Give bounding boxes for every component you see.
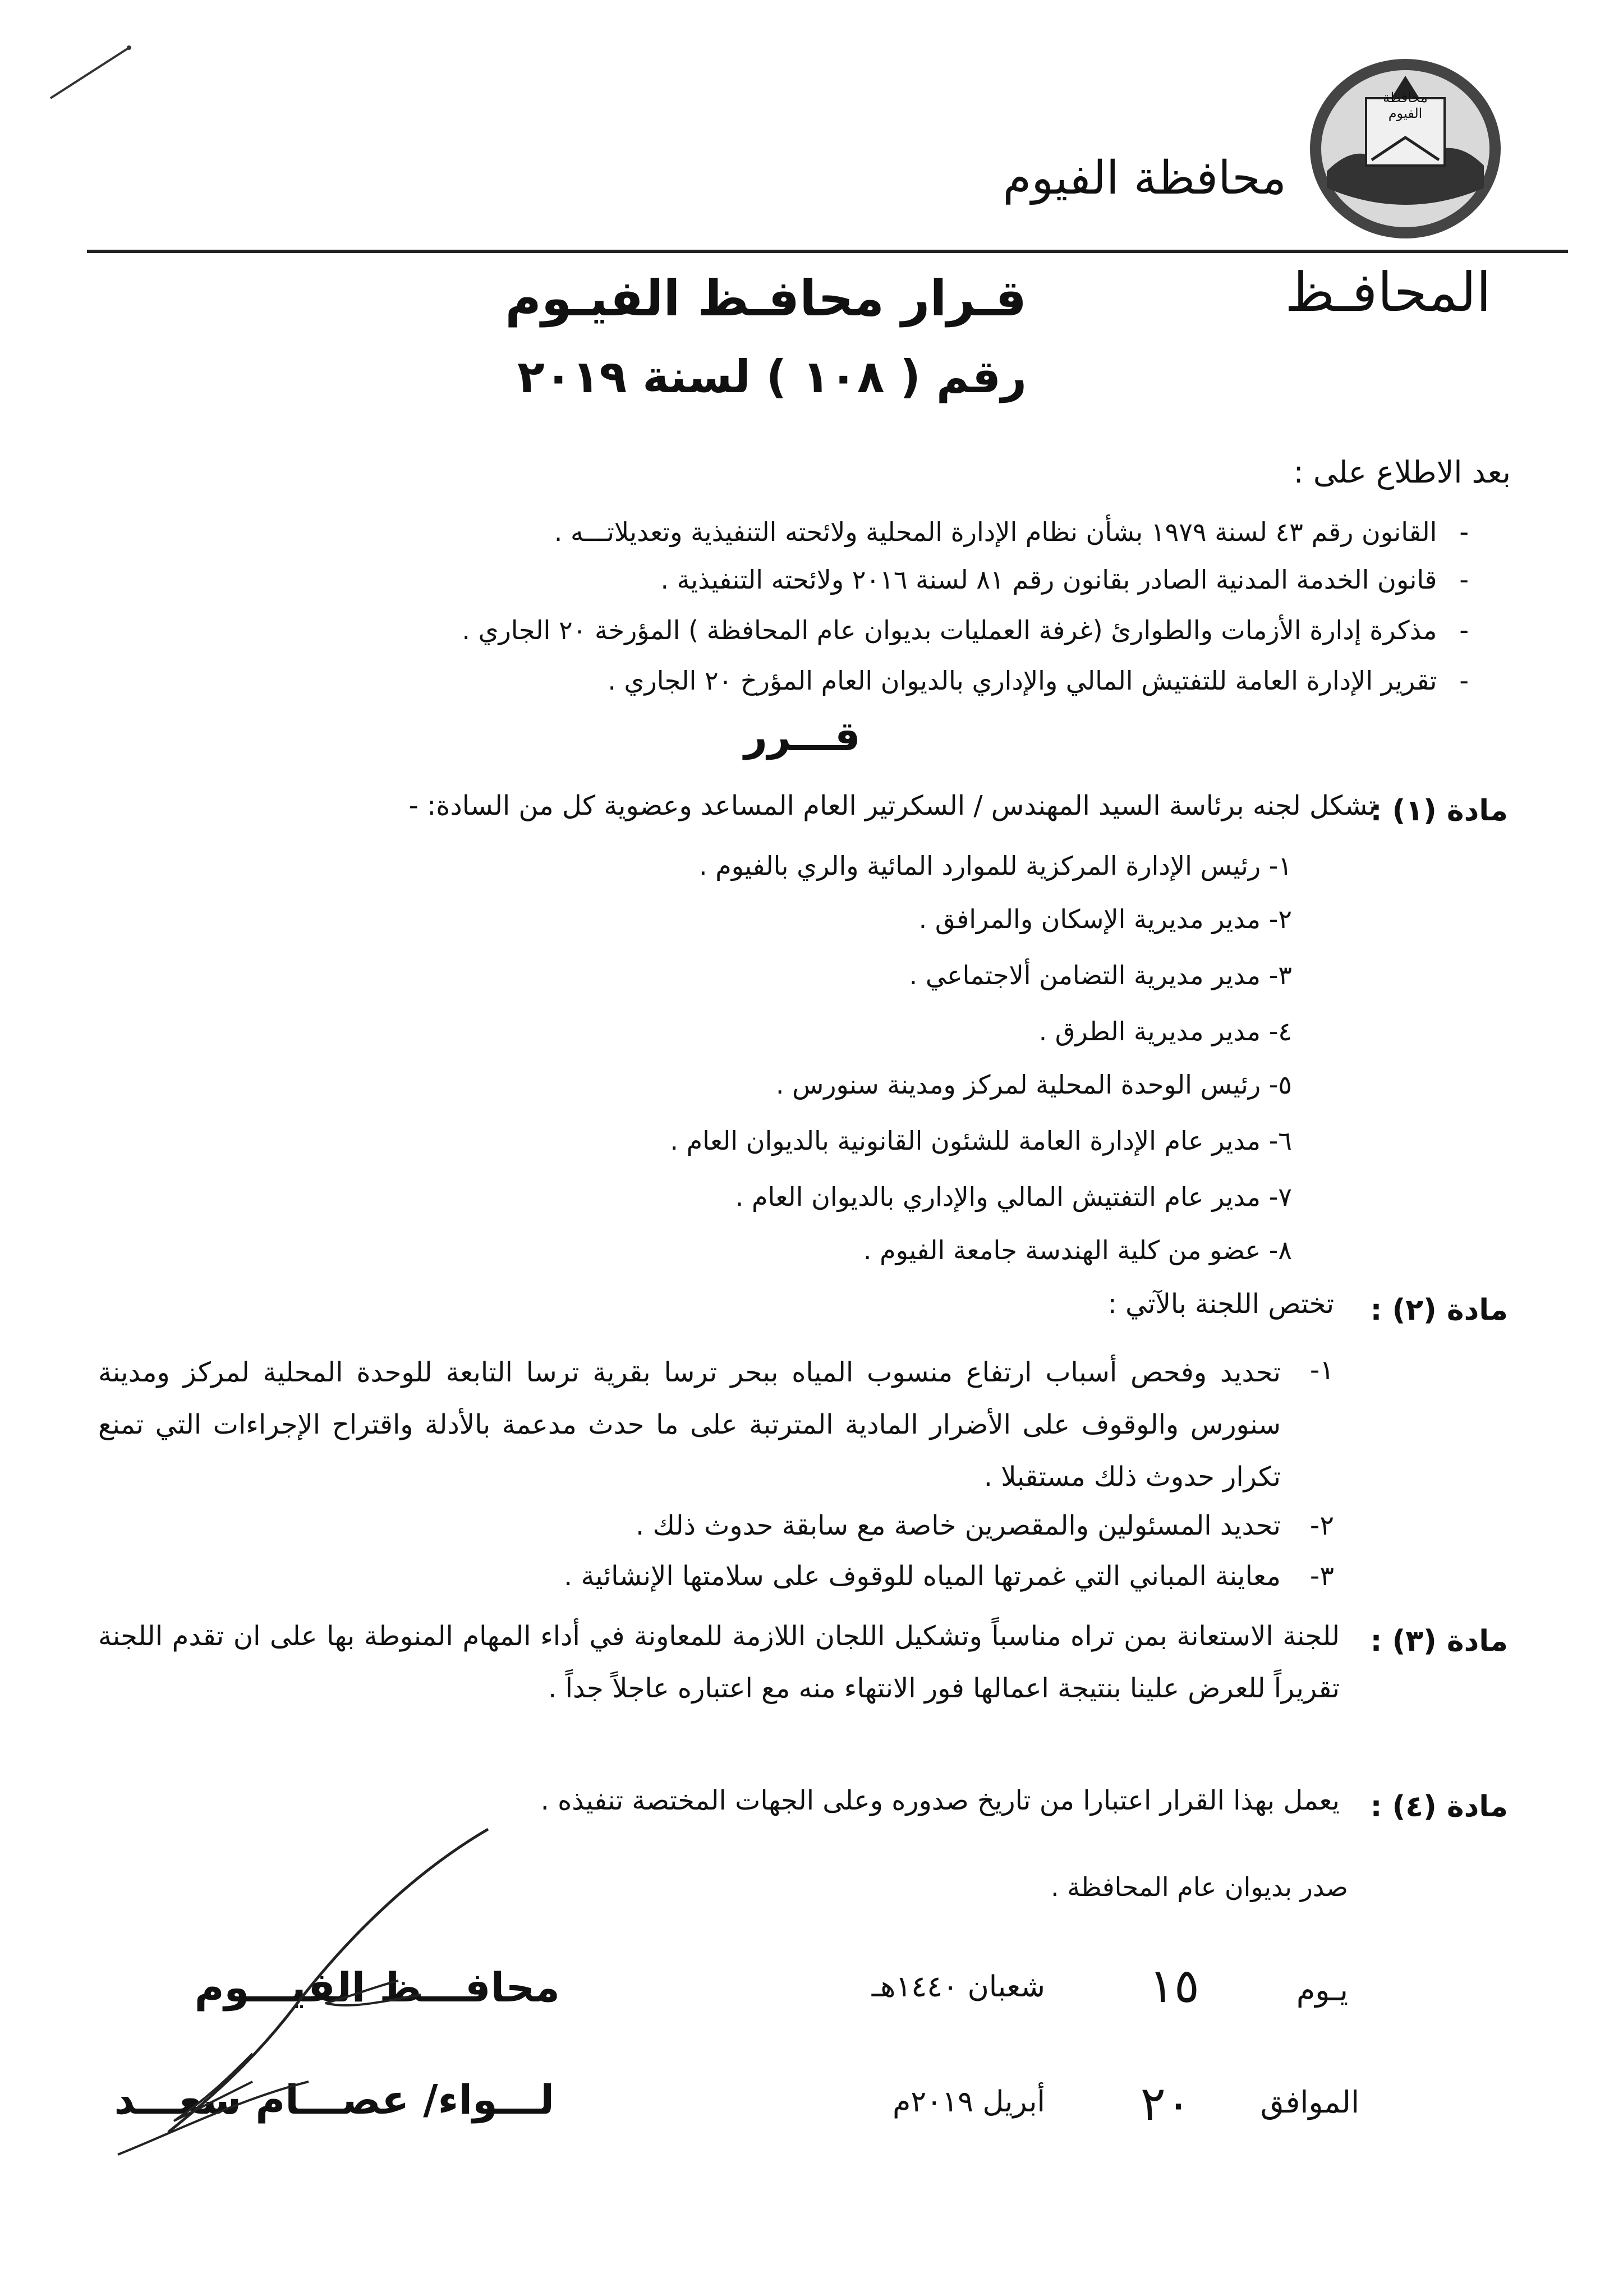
article2-intro: تختص اللجنة بالآتي : xyxy=(1107,1288,1334,1320)
member-item: ٧- مدير عام التفتيش المالي والإداري بالديوان العام . xyxy=(735,1182,1292,1212)
preamble-item: -مذكرة إدارة الأزمات والطوارئ (غرفة العمليات بديوان عام المحافظة ) المؤرخة ٢٠ الجاري . xyxy=(462,615,1469,645)
task-number: ٣- xyxy=(1309,1560,1334,1592)
member-item: ١- رئيس الإدارة المركزية للموارد المائية والري بالفيوم . xyxy=(698,851,1292,881)
governorate-name: محافظة الفيوم xyxy=(1003,151,1286,205)
preamble-label: بعد الاطلاع على : xyxy=(1293,454,1511,490)
article1-intro: تشكل لجنه برئاسة السيد المهندس / السكرتير العام المساعد وعضوية كل من السادة: - xyxy=(408,790,1376,821)
handwritten-signature xyxy=(84,1818,522,2177)
article4-text: يعمل بهذا القرار اعتبارا من تاريخ صدوره وعلى الجهات المختصة تنفيذه . xyxy=(540,1785,1340,1816)
task-text: تحديد المسئولين والمقصرين خاصة مع سابقة حدوث ذلك . xyxy=(635,1510,1281,1541)
header-divider xyxy=(87,250,1568,253)
office-title: المحافـظ xyxy=(1285,261,1491,324)
member-item: ٤- مدير مديرية الطرق . xyxy=(1038,1016,1292,1046)
pen-mark xyxy=(45,42,135,104)
gregorian-label: الموافق xyxy=(1260,2084,1359,2120)
article4-label: مادة (٤) : xyxy=(1370,1790,1508,1824)
signatory-name: لـــواء/ عصـــام سعـــد xyxy=(114,2076,554,2123)
issued-note: صدر بديوان عام المحافظة . xyxy=(1050,1872,1348,1902)
decision-number: رقم ( ١٠٨ ) لسنة ٢٠١٩ xyxy=(517,351,1027,403)
gregorian-day: ٢٠ xyxy=(1140,2076,1191,2131)
article2-label: مادة (٢) : xyxy=(1370,1293,1508,1327)
member-item: ٢- مدير مديرية الإسكان والمرافق . xyxy=(918,904,1292,934)
decision-heading: قـــرر xyxy=(744,713,861,760)
seal-caption: محافظة الفيوم xyxy=(1383,90,1428,121)
task-number: ٢- xyxy=(1309,1510,1334,1541)
governorate-seal xyxy=(1304,53,1506,244)
article1-label: مادة (١) : xyxy=(1370,794,1508,828)
gregorian-month-year: أبريل ٢٠١٩م xyxy=(893,2085,1045,2119)
preamble-item: -القانون رقم ٤٣ لسنة ١٩٧٩ بشأن نظام الإدارة المحلية ولائحته التنفيذية وتعديلاتـــه . xyxy=(554,517,1469,547)
article3-label: مادة (٣) : xyxy=(1370,1624,1508,1658)
task-number: ١- xyxy=(1309,1354,1334,1386)
hijri-day: ١٥ xyxy=(1148,1958,1199,2013)
decision-title: قـرار محافـظ الفيـوم xyxy=(505,269,1027,327)
task-text: تحديد وفحص أسباب ارتفاع منسوب المياه ببحر ترسا بقرية ترسا التابعة للوحدة المحلية لمركز ومدينة سنورس والوقوف على الأضرار المادية المترتبة على ما حدث مدعمة بالأدلة واقتراح الإجراءات التي تمنع تكرار حدوث ذلك مستقبلا . xyxy=(98,1357,1281,1493)
member-item: ٣- مدير مديرية التضامن ألاجتماعي . xyxy=(909,960,1292,990)
article3-text: للجنة الاستعانة بمن تراه مناسباً وتشكيل اللجان اللازمة للمعاونة في أداء المهام المنوطة بها على ان تقدم اللجنة تقريراً للعرض علينا بنتيجة اعمالها فور الانتهاء منه مع اعتباره عاجلاً جداً . xyxy=(98,1620,1340,1704)
member-item: ٦- مدير عام الإدارة العامة للشئون القانونية بالديوان العام . xyxy=(670,1126,1292,1156)
preamble-item: -تقرير الإدارة العامة للتفتيش المالي والإداري بالديوان العام المؤرخ ٢٠ الجاري . xyxy=(608,665,1469,696)
task-text: معاينة المباني التي غمرتها المياه للوقوف على سلامتها الإنشائية . xyxy=(564,1560,1281,1592)
member-item: ٥- رئيس الوحدة المحلية لمركز ومدينة سنورس . xyxy=(775,1069,1292,1100)
hijri-month-year: شعبان ١٤٤٠هـ xyxy=(871,1970,1045,2004)
member-item: ٨- عضو من كلية الهندسة جامعة الفيوم . xyxy=(863,1235,1292,1265)
preamble-item: -قانون الخدمة المدنية الصادر بقانون رقم ٨١ لسنة ٢٠١٦ ولائحته التنفيذية . xyxy=(660,564,1469,595)
day-label: يـوم xyxy=(1296,1972,1348,2008)
signatory-title: محافـــظ الفيـــوم xyxy=(194,1964,560,2011)
